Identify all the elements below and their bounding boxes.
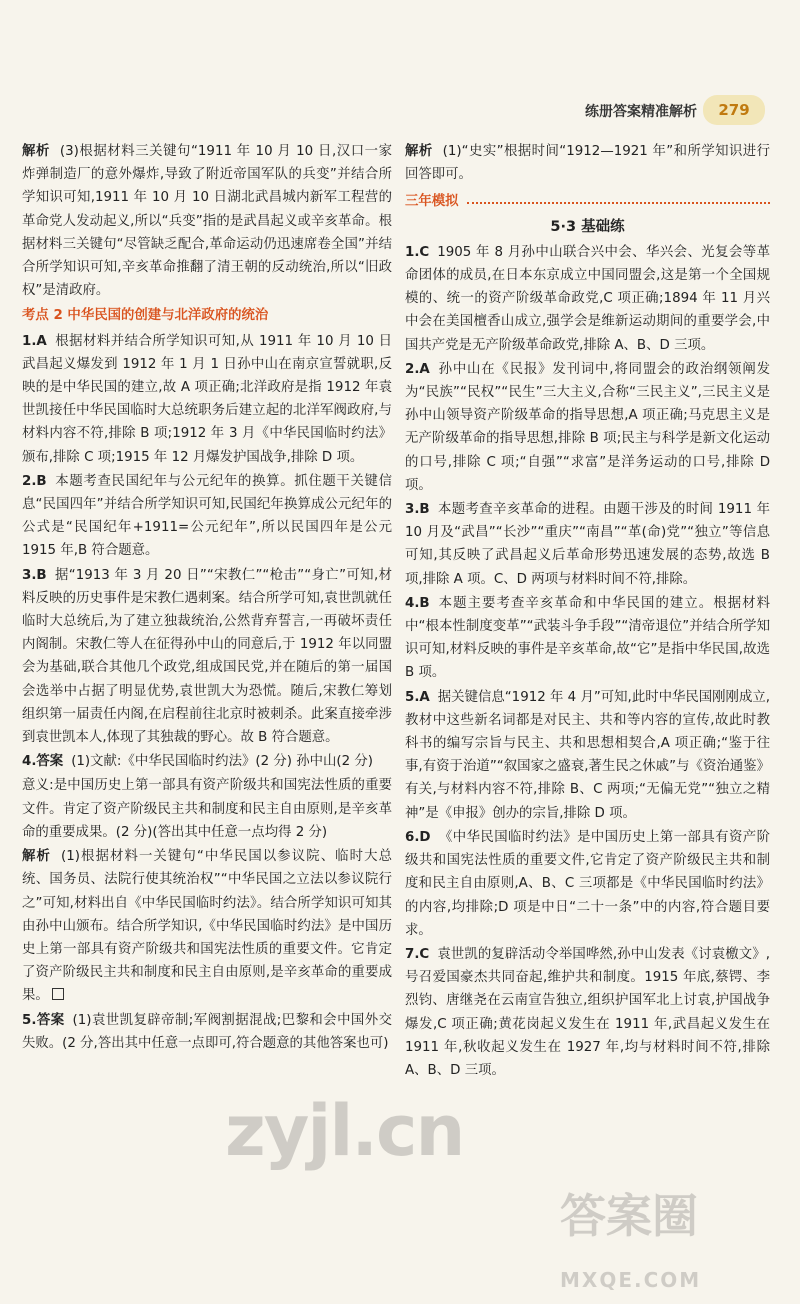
answer-item [22, 750, 392, 773]
answer-text: 据关键信息“1912 年 4 月”可知,此时中华民国刚刚成立,教材中这些新名词都是对民主、共和等内容的宣传,故此时教科书的编写宗旨与民主、共和思想相契合,A 项正确;“鉴于往事,有资于治道”“叙国家之盛衰,著生民之休戚”与《资治通鉴》有关,与材料内容不符,排除 B、C 两项;“无偏无党”“独立之精神”是《申报》创办的宗旨,排除 D 项。 [405, 689, 770, 821]
analysis-label: 解析 [22, 144, 50, 159]
answer-text: 本题考查民国纪年与公元纪年的换算。抓住题干关键信息“民国四年”并结合所学知识可知,民国纪年换算成公元纪年的公式是“民国纪年+1911=公元纪年”,所以民国四年是公元 1915 年,B 符合题意。 [22, 473, 392, 559]
answer-item [405, 826, 770, 942]
answer-item [405, 498, 770, 591]
answer-number: 1.A [22, 333, 47, 349]
answer-text: (1)袁世凯复辟帝制;军阀割据混战;巴黎和会中国外交失败。(2 分,答出其中任意一点即可,符合题意的其他答案也可) [22, 1012, 392, 1051]
answer-number: 4.B [405, 595, 430, 611]
answer-item [405, 592, 770, 685]
answer-text: 《中华民国临时约法》是中国历史上第一部具有资产阶级共和国宪法性质的重要文件,它肯定了资产阶级民主共和制度和民主自由原则,A、B、C 三项都是《中华民国临时约法》的内容,均排除;D 项是中日“二十一条”中的内容,符合题目要求。 [405, 829, 770, 938]
answer-item [405, 358, 770, 497]
answer-item [22, 1009, 392, 1055]
answer-text: 根据材料并结合所学知识可知,从 1911 年 10 月 10 日武昌起义爆发到 1912 年 1 月 1 日孙中山在南京宣誓就职,反映的是中华民国的建立,故 A 项正确;北洋政府是指 1912 年袁世凯接任中华民国临时大总统职务后建立起的北洋军阀政府,与材料内容不符,排除 B 项;1912 年 3 月《中华民国临时约法》颁布,排除 C 项;1915 年 12 月爆发护国战争,排除 D 项。 [22, 333, 392, 465]
answer-number: 6.D [405, 829, 431, 845]
answer-number: 5.A [405, 689, 430, 705]
analysis-text: (1)根据材料一关键句“中华民国以参议院、临时大总统、国务员、法院行使其统治权”“中华民国之立法以参议院行之”可知,材料出自《中华民国临时约法》。结合所学知识可知其由孙中山颁布。结合所学知识,《中华民国临时约法》是中国历史上第一部具有资产阶级共和国宪法性质的重要文件。它肯定了资产阶级民主共和制度和民主自由原则,是辛亥革命的重要成果。 [22, 849, 393, 1004]
analysis-text: (1)“史实”根据时间“1912—1921 年”和所学知识进行回答即可。 [405, 144, 770, 183]
section-divider [467, 202, 770, 204]
subsection-title: 5·3 基础练 [550, 218, 625, 235]
page-header [0, 95, 800, 135]
answer-text: 据“1913 年 3 月 20 日”“宋教仁”“枪击”“身亡”可知,材料反映的历史事件是宋教仁遇刺案。结合所学可知,袁世凯就任临时大总统后,为了建立独裁统治,公然背弃誓言,一再破坏责任内阁制。宋教仁等人在征得孙中山的同意后,于 1912 年以同盟会为基础,联合其他几个政党,组成国民党,并在随后的第一届国会选举中占据了明显优势,袁世凯大为恐慌。随后,宋教仁筹划组织第一届责任内阁,在启程前往北京时被刺杀。此案直接牵涉到袁世凯本人,体现了其独裁的野心。故 B 符合题意。 [22, 567, 392, 746]
analysis-paragraph [22, 845, 392, 1007]
answer-number: 3.B [405, 502, 430, 518]
analysis-text: (3)根据材料三关键句“1911 年 10 月 10 日,汉口一家炸弹制造厂的意外爆炸,导致了附近帝国军队的兵变”并结合所学知识可知,1911 年 10 月 10 日湖北武昌城内新军工程营的革命党人发动起义,所以“兵变”指的是武昌起义或辛亥革命。根据材料三关键句“尽管缺乏配合,革命运动仍迅速席卷全国”并结合所学知识可知,辛亥革命推翻了清王朝的反动统治,所以“旧政权”是清政府。 [22, 144, 392, 299]
answer-text: (1)文献:《中华民国临时约法》(2 分) 孙中山(2 分) [71, 754, 374, 770]
answer-item [22, 470, 392, 563]
answer-text: 本题主要考查辛亥革命和中华民国的建立。根据材料中“根本性制度变革”“武装斗争手段”“清帝退位”并结合所学知识可知,材料反映的事件是辛亥革命,故“它”是指中华民国,故选 B 项。 [405, 595, 770, 681]
end-box-icon [52, 988, 64, 1000]
analysis-paragraph [22, 140, 392, 302]
answer-text: 孙中山在《民报》发刊词中,将同盟会的政治纲领阐发为“民族”“民权”“民生”三大主义,合称“三民主义”,三民主义是孙中山领导资产阶级革命的指导思想,A 项正确;马克思主义是无产阶级革命的指导思想,排除 B 项;民主与科学是新文化运动的口号,排除 C 项;“自强”“求富”是洋务运动的口号,排除 D 项。 [405, 361, 770, 493]
answer-meaning: 意义:是中国历史上第一部具有资产阶级共和国宪法性质的重要文件。肯定了资产阶级民主共和制度和民主自由原则,是辛亥革命的重要成果。(2 分)(答出其中任意一点均得 2 分) [22, 778, 392, 840]
answer-number: 4.答案 [22, 754, 64, 770]
page-number: 279 [703, 95, 765, 125]
analysis-label: 解析 [22, 849, 51, 865]
answer-item [405, 241, 770, 357]
answer-number: 5.答案 [22, 1012, 65, 1028]
watermark-text: zyjl.cn [225, 1090, 464, 1172]
answer-number: 2.B [22, 473, 47, 489]
analysis-label: 解析 [405, 144, 433, 159]
section-tag: 三年模拟 [405, 194, 459, 210]
section-heading: 考点 2 中华民国的创建与北洋政府的统治 [22, 308, 269, 324]
left-column [22, 140, 392, 1056]
answer-item [405, 686, 770, 825]
answer-text: 1905 年 8 月孙中山联合兴中会、华兴会、光复会等革命团体的成员,在日本东京成立中国同盟会,这是第一个全国规模的、统一的资产阶级革命政党,C 项正确;1894 年 11 月兴中会在美国檀香山成立,强学会是维新运动期间的重要学会,中国共产党是无产阶级革命政党,排除 A、B、D 三项。 [405, 244, 770, 353]
answer-text: 袁世凯的复辟活动令举国哗然,孙中山发表《讨袁檄文》,号召爱国豪杰共同奋起,维护共和制度。1915 年底,蔡锷、李烈钧、唐继尧在云南宣告独立,组织护国军北上讨袁,护国战争爆发,C 项正确;黄花岗起义发生在 1911 年,武昌起义发生在 1911 年,秋收起义发生在 1927 年,均与材料时间不符,排除 A、B、D 三项。 [405, 946, 770, 1078]
section-heading [405, 190, 770, 213]
answer-number: 2.A [405, 361, 430, 377]
answer-item [405, 943, 770, 1082]
answer-text: 本题考查辛亥革命的进程。由题干涉及的时间 1911 年 10 月及“武昌”“长沙”“重庆”“南昌”“革(命)党”“独立”等信息可知,其反映了武昌起义后革命形势迅速发展的态势,故选 B 项,排除 A 项。C、D 两项与材料时间不符,排除。 [405, 502, 770, 587]
answer-number: 7.C [405, 946, 430, 962]
answer-number: 3.B [22, 567, 47, 583]
right-column [405, 140, 770, 1083]
header-title: 练册答案精准解析 [585, 104, 697, 120]
watermark-logo: 答案圈 [560, 1189, 698, 1243]
answer-item [22, 330, 392, 469]
watermark-url: MXQE.COM [560, 1268, 702, 1292]
answer-item [22, 564, 392, 750]
analysis-paragraph [405, 140, 770, 186]
answer-number: 1.C [405, 244, 430, 260]
